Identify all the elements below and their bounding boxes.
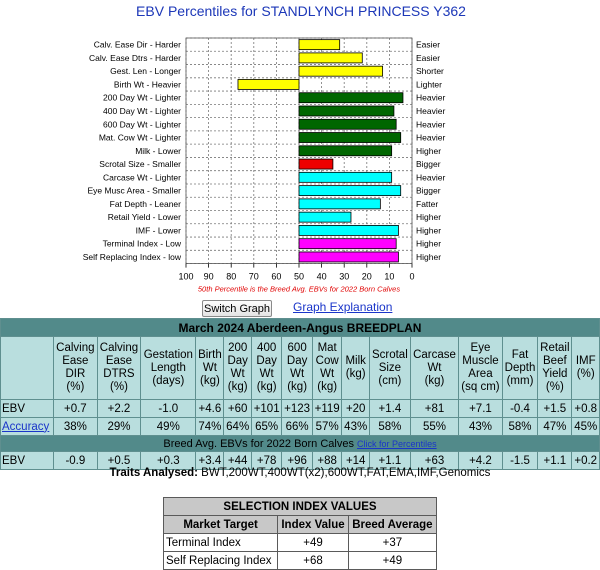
- accuracy-row-value: 58%: [369, 418, 410, 436]
- column-header-line: Calving: [99, 342, 139, 354]
- x-tick-label: 60: [271, 271, 282, 282]
- ebv-row: [1, 400, 600, 418]
- column-header-line: Area: [468, 368, 493, 380]
- accuracy-row-value: 64%: [224, 418, 251, 436]
- trait-label-right: Heavier: [416, 105, 446, 116]
- column-header-line: Muscle: [462, 355, 499, 367]
- index-row: [164, 534, 437, 552]
- trait-label-right: Heavier: [416, 172, 446, 183]
- trait-label-right: Lighter: [416, 79, 442, 90]
- chart-footnote: 50th Percentile is the Breed Avg. EBVs for 2022 Born Calves: [197, 284, 401, 294]
- column-header-line: (sq cm): [461, 381, 500, 393]
- column-header-line: Wt: [427, 361, 442, 374]
- breed-avg-row-value: -0.9: [54, 452, 98, 470]
- bar-1: [299, 40, 340, 50]
- breed-avg-row-value: +0.3: [141, 452, 196, 470]
- trait-label-left: Gest. Len - Longer: [110, 66, 181, 77]
- ebv-row-value: -0.4: [502, 400, 538, 418]
- column-header-line: IMF: [575, 355, 596, 367]
- column-header-line: (cm): [378, 374, 402, 387]
- trait-label-right: Heavier: [416, 132, 446, 143]
- bar-3: [299, 66, 383, 76]
- chart-title: EBV Percentiles for STANDLYNCH PRINCESS Y362: [136, 3, 466, 19]
- graph-explanation-link[interactable]: Graph Explanation: [293, 300, 393, 314]
- chart-svg: [71, 0, 531, 298]
- column-header: [224, 337, 251, 400]
- ebv-row-value: +81: [410, 400, 458, 418]
- breed-avg-row-value: +78: [251, 452, 281, 470]
- column-header-line: Calving: [56, 342, 95, 354]
- column-header-line: 200: [228, 342, 248, 354]
- ebv-table-header-row: [1, 337, 600, 400]
- column-header-line: Wt: [202, 361, 217, 374]
- breed-avg-row-value: +4.2: [459, 452, 503, 470]
- column-header-line: (mm): [506, 374, 534, 387]
- ebv-row-value: +119: [312, 400, 342, 418]
- column-header-line: Length: [150, 361, 186, 374]
- breed-avg-row-value: +14: [342, 452, 369, 470]
- trait-label-right: Heavier: [416, 119, 446, 130]
- bar-6: [299, 106, 394, 116]
- column-header-line: 600: [287, 342, 307, 354]
- trait-label-left: Calv. Ease Dtrs - Harder: [89, 52, 181, 63]
- bar-2: [299, 53, 362, 63]
- index-column-header: Index Value: [278, 516, 349, 534]
- column-header-line: Day: [227, 355, 248, 367]
- accuracy-row-value: 43%: [342, 418, 369, 436]
- column-header-line: Fat: [511, 348, 529, 361]
- breed-avg-row-value: +63: [410, 452, 458, 470]
- x-tick-label: 10: [384, 271, 395, 282]
- x-tick-label: 20: [361, 271, 372, 282]
- breed-avg-row-label: EBV: [1, 452, 54, 470]
- click-for-percentiles-link[interactable]: Click for Percentiles: [357, 438, 437, 449]
- x-tick-label: 100: [178, 271, 194, 282]
- trait-label-left: Self Replacing Index - low: [82, 251, 181, 262]
- x-tick-label: 50: [293, 271, 305, 282]
- breed-avg-row-value: +44: [224, 452, 251, 470]
- x-tick-label: 0: [409, 271, 415, 282]
- breed-avg-row-value: +88: [312, 452, 342, 470]
- trait-label-left: 400 Day Wt - Lighter: [103, 105, 181, 116]
- breed-avg-row-value: +3.4: [196, 452, 224, 470]
- ebv-row-value: +101: [251, 400, 281, 418]
- column-header-line: Wt: [230, 368, 245, 380]
- column-header-line: (%): [576, 368, 595, 380]
- accuracy-row-value: 74%: [196, 418, 224, 436]
- trait-label-right: Easier: [416, 39, 441, 50]
- trait-label-left: Carcase Wt - Lighter: [103, 172, 181, 183]
- trait-label-left: 600 Day Wt - Lighter: [103, 119, 181, 130]
- bar-15: [299, 225, 398, 235]
- trait-label-right: Higher: [416, 238, 442, 249]
- ebv-row-label: EBV: [1, 400, 54, 418]
- bar-14: [299, 212, 351, 222]
- ebv-row-value: +1.5: [538, 400, 572, 418]
- trait-label-right: Heavier: [416, 92, 446, 103]
- breed-avg-title: [1, 436, 600, 452]
- ebv-row-value: +60: [224, 400, 251, 418]
- column-header: [54, 337, 98, 400]
- trait-label-left: Calv. Ease Dir - Harder: [93, 39, 181, 50]
- trait-label-right: Shorter: [416, 66, 444, 77]
- ebv-row-value: +1.4: [369, 400, 410, 418]
- ebv-row-value: +123: [282, 400, 312, 418]
- bar-8: [299, 133, 401, 143]
- trait-label-right: Higher: [416, 212, 442, 223]
- ebv-row-value: +4.6: [196, 400, 224, 418]
- index-market-target: Terminal Index: [164, 534, 278, 552]
- accuracy-row-value: 47%: [538, 418, 572, 436]
- column-header: [459, 337, 503, 400]
- column-header-line: Carcase: [413, 348, 456, 361]
- accuracy-row-value: 38%: [54, 418, 98, 436]
- column-header-line: (kg): [317, 381, 338, 393]
- switch-graph-button[interactable]: Switch Graph: [202, 300, 272, 317]
- column-header-line: Cow: [315, 355, 339, 367]
- index-column-header: Breed Average: [348, 516, 436, 534]
- column-header-line: Gestation: [143, 348, 193, 361]
- ebv-row-value: +0.7: [54, 400, 98, 418]
- column-header: [141, 337, 196, 400]
- breed-avg-row-value: +1.1: [369, 452, 410, 470]
- column-header-line: Ease: [105, 355, 133, 367]
- column-header: [312, 337, 342, 400]
- index-table-title: SELECTION INDEX VALUES: [164, 498, 437, 516]
- breed-avg-title-row: [1, 436, 600, 452]
- column-header: [196, 337, 224, 400]
- index-value: +68: [278, 552, 349, 570]
- ebv-row-value: +7.1: [459, 400, 503, 418]
- x-tick-label: 90: [203, 271, 214, 282]
- column-header-line: (kg): [287, 381, 308, 393]
- index-title-row: [164, 498, 437, 516]
- accuracy-row-value: 57%: [312, 418, 342, 436]
- bar-11: [299, 172, 392, 182]
- trait-label-right: Bigger: [416, 185, 441, 196]
- accuracy-row-label: [1, 418, 54, 436]
- accuracy-row-value: 43%: [459, 418, 503, 436]
- column-header: [342, 337, 369, 400]
- bar-16: [299, 239, 396, 249]
- column-header: [282, 337, 312, 400]
- column-header-line: (kg): [227, 381, 248, 393]
- header-corner-cell: [1, 337, 54, 400]
- bar-5: [299, 93, 403, 103]
- index-breed-average: +49: [348, 552, 436, 570]
- column-header-line: Wt: [290, 368, 305, 380]
- trait-label-left: Milk - Lower: [135, 145, 181, 156]
- trait-label-left: Birth Wt - Heavier: [113, 79, 181, 90]
- index-header-row: [164, 516, 437, 534]
- traits-label: Traits Analysed:: [109, 467, 198, 479]
- trait-label-left: Terminal Index - Low: [102, 238, 181, 249]
- column-header-line: Depth: [504, 361, 536, 374]
- column-header-line: Milk: [345, 355, 366, 367]
- ebv-table-title-row: [1, 319, 600, 337]
- index-row: [164, 552, 437, 570]
- ebv-table: [0, 318, 600, 470]
- ebv-row-value: +20: [342, 400, 369, 418]
- breed-avg-row-value: +96: [282, 452, 312, 470]
- column-header-line: Day: [256, 355, 277, 367]
- column-header-line: Mat: [317, 342, 337, 354]
- accuracy-row-value: 66%: [282, 418, 312, 436]
- traits-analysed: [0, 467, 600, 479]
- column-header-line: (kg): [256, 381, 277, 393]
- column-header-line: Birth: [198, 348, 222, 361]
- selection-index-table: [163, 497, 437, 570]
- ebv-table-title: March 2024 Aberdeen-Angus BREEDPLAN: [1, 319, 600, 337]
- bar-4: [238, 79, 299, 89]
- breed-avg-row-value: +0.5: [97, 452, 141, 470]
- column-header: [538, 337, 572, 400]
- trait-label-right: Bigger: [416, 159, 441, 170]
- breed-avg-row-value: +0.2: [572, 452, 600, 470]
- column-header: [572, 337, 600, 400]
- column-header-line: Ease: [62, 355, 89, 367]
- trait-label-left: Fat Depth - Leaner: [109, 198, 181, 209]
- trait-label-left: Mat. Cow Wt - Lighter: [98, 132, 181, 143]
- column-header: [251, 337, 281, 400]
- bar-7: [299, 119, 396, 129]
- column-header-line: (%): [545, 381, 564, 393]
- breed-avg-row-value: +1.1: [538, 452, 572, 470]
- breed-avg-title-text: Breed Avg. EBVs for 2022 Born Calves: [163, 437, 354, 450]
- x-tick-label: 70: [248, 271, 259, 282]
- bar-13: [299, 199, 380, 209]
- index-breed-average: +37: [348, 534, 436, 552]
- index-column-header: Market Target: [164, 516, 278, 534]
- trait-label-right: Fatter: [416, 198, 439, 209]
- column-header: [97, 337, 141, 400]
- column-header-line: (%): [110, 381, 128, 393]
- accuracy-row-value: 65%: [251, 418, 281, 436]
- accuracy-row-value: 58%: [502, 418, 538, 436]
- column-header-line: (kg): [345, 368, 366, 380]
- ebv-percentile-chart: [71, 0, 531, 298]
- column-header: [410, 337, 458, 400]
- index-value: +49: [278, 534, 349, 552]
- column-header-line: Retail: [540, 342, 570, 354]
- column-header-line: (kg): [424, 374, 445, 387]
- column-header-line: DTRS: [103, 368, 135, 380]
- ebv-row-value: +2.2: [97, 400, 141, 418]
- column-header-line: (%): [66, 381, 85, 393]
- column-header-line: 400: [257, 342, 277, 354]
- column-header-line: Beef: [543, 355, 567, 367]
- x-tick-label: 40: [316, 271, 327, 282]
- bar-12: [299, 186, 401, 196]
- trait-label-left: Eye Musc Area - Smaller: [87, 185, 181, 196]
- column-header-line: Eye: [470, 342, 491, 354]
- x-tick-label: 80: [226, 271, 237, 282]
- accuracy-link[interactable]: Accuracy: [2, 420, 50, 433]
- accuracy-row: [1, 418, 600, 436]
- trait-label-right: Higher: [416, 251, 442, 262]
- accuracy-row-value: 55%: [410, 418, 458, 436]
- graph-controls: [0, 300, 600, 318]
- column-header-line: Scrotal: [371, 348, 408, 361]
- trait-label-right: Higher: [416, 145, 442, 156]
- column-header: [369, 337, 410, 400]
- accuracy-row-value: 49%: [141, 418, 196, 436]
- index-market-target: Self Replacing Index: [164, 552, 278, 570]
- column-header-line: Yield: [542, 368, 568, 380]
- accuracy-row-value: 29%: [97, 418, 141, 436]
- bar-17: [299, 252, 398, 262]
- ebv-row-value: -1.0: [141, 400, 196, 418]
- column-header-line: Size: [378, 361, 402, 374]
- accuracy-row-value: 45%: [572, 418, 600, 436]
- trait-label-right: Easier: [416, 52, 441, 63]
- column-header-line: Wt: [259, 368, 274, 380]
- column-header-line: (days): [152, 374, 185, 387]
- column-header-line: (kg): [199, 374, 220, 387]
- column-header-line: DIR: [65, 368, 86, 380]
- column-header: [502, 337, 538, 400]
- trait-label-left: Scrotal Size - Smaller: [99, 159, 181, 170]
- column-header-line: Day: [286, 355, 308, 367]
- breed-avg-row-value: -1.5: [502, 452, 538, 470]
- trait-label-left: Retail Yield - Lower: [107, 212, 181, 223]
- trait-label-left: 200 Day Wt - Lighter: [103, 92, 181, 103]
- ebv-row-value: +0.8: [572, 400, 600, 418]
- trait-label-left: IMF - Lower: [135, 225, 181, 236]
- column-header-line: Wt: [320, 368, 335, 380]
- bar-10: [299, 159, 333, 169]
- bar-9: [299, 146, 392, 156]
- x-tick-label: 30: [339, 271, 350, 282]
- trait-label-right: Higher: [416, 225, 442, 236]
- traits-value: BWT,200WT,400WT(x2),600WT,FAT,EMA,IMF,Genomics: [201, 467, 491, 479]
